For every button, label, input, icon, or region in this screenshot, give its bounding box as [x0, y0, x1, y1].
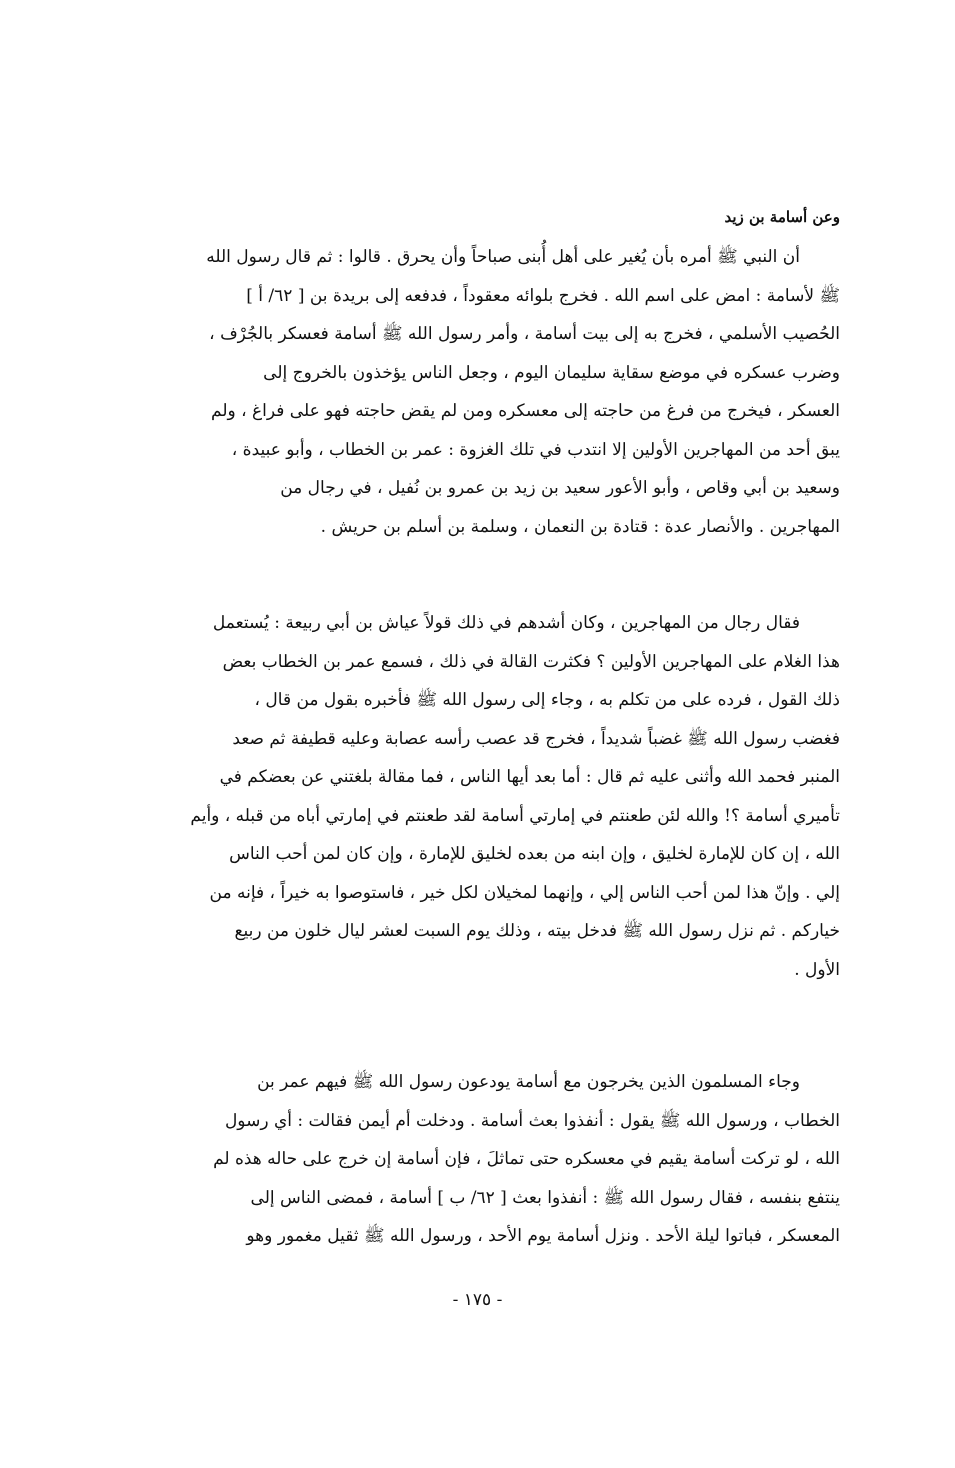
text-line: خياركم . ثم نزل رسول الله ﷺ فدخل بيته ، وذلك يوم السبت لعشر ليال خلون من ربيع: [234, 921, 840, 941]
text-line: الأول .: [794, 959, 840, 980]
text-line: إلي . وإنّ هذا لمن أحب الناس إلي ، وإنهما لمخيلان لكل خير ، فاستوصوا به خيراً ، فإنه من: [209, 882, 840, 903]
text-line: هذا الغلام على المهاجرين الأولين ؟ فكثرت القالة في ذلك ، فسمع عمر بن الخطاب بعض: [222, 651, 840, 672]
text-line: الله ، لو تركت أسامة يقيم في معسكره حتى تماثلَ ، فإن أسامة إن خرج على حاله هذه لم: [213, 1149, 840, 1169]
paragraph-2: [152, 604, 840, 989]
text-line: المعسكر ، فباتوا ليلة الأحد . ونزل أسامة يوم الأحد ، ورسول الله ﷺ ثقيل مغمور وهو: [246, 1226, 840, 1246]
text-line: أن النبي ﷺ أمره بأن يُغير على أهل أُبنى صباحاً وأن يحرق . قالوا : ثم قال رسول الله: [206, 247, 800, 267]
text-line: الله ، إن كان للإمارة لخليق ، وإن ابنه من بعده لخليق للإمارة ، وإن كان لمن أحب الناس: [229, 844, 840, 864]
text-line: فقال رجال من المهاجرين ، وكان أشدهم في ذلك قولاً عياش بن أبي ربيعة : يُستعمل: [212, 613, 800, 633]
text-line: الخطاب ، ورسول الله ﷺ يقول : أنفذوا بعث أسامة . ودخلت أم أيمن فقالت : أي رسول: [224, 1110, 840, 1131]
text-line: ذلك القول ، فرده على من تكلم به ، وجاء إلى رسول الله ﷺ فأخبره بقول من قال ،: [254, 690, 840, 710]
paragraph-3: [152, 1063, 840, 1256]
paragraph-1: [152, 238, 840, 546]
section-heading: وعن أسامة بن زيد: [724, 208, 840, 226]
text-line: تأميري أسامة ؟! والله لئن طعنتم في إمارتي أسامة لقد طعنتم في إمارتي أباه من قبله ، وأيم: [190, 805, 840, 826]
text-line: المنبر فحمد الله وأثنى عليه ثم قال : أما بعد أيها الناس ، فما مقالة بلغتني عن بعضكم في: [219, 767, 840, 787]
text-line: فغضب رسول الله ﷺ غضباً شديداً ، فخرج قد عصب رأسه عصابة وعليه قطيفة ثم صعد: [232, 728, 840, 749]
page-number: - ١٧٥ -: [452, 1290, 503, 1310]
text-line: ﷺ لأسامة : امض على اسم الله . فخرج بلوائه معقوداً ، فدفعه إلى بريدة بن [ ٦٢/ أ ]: [246, 285, 840, 306]
text-line: العسكر ، فيخرج من فرغ من حاجته إلى معسكره ومن لم يقض حاجته فهو على فراغ ، ولم: [211, 401, 840, 421]
text-line: وضرب عسكره في موضع سقاية سليمان اليوم ، وجعل الناس يؤخذون بالخروج إلى: [263, 362, 840, 383]
text-line: وجاء المسلمون الذين يخرجون مع أسامة يودعون رسول الله ﷺ فيهم عمر بن: [257, 1072, 800, 1092]
text-line: يبق أحد من المهاجرين الأولين إلا انتدب في تلك الغزوة : عمر بن الخطاب ، وأبو عبيدة ،: [231, 439, 840, 460]
text-line: وسعيد بن أبي وقاص ، وأبو الأعور سعيد بن زيد بن عمرو بن نُفيل ، في رجال من: [280, 478, 840, 498]
text-line: ينتفع بنفسه ، فقال رسول الله ﷺ : أنفذوا بعث [ ٦٢/ ب ] أسامة ، فمضى الناس إلى: [250, 1187, 840, 1208]
text-line: المهاجرين . والأنصار عدة : قتادة بن النعمان ، وسلمة بن أسلم بن حريش .: [320, 516, 840, 537]
text-line: الحُصيب الأسلمي ، فخرج به إلى بيت أسامة ، وأمر رسول الله ﷺ أسامة فعسكر بالجُرْف ،: [209, 324, 840, 344]
